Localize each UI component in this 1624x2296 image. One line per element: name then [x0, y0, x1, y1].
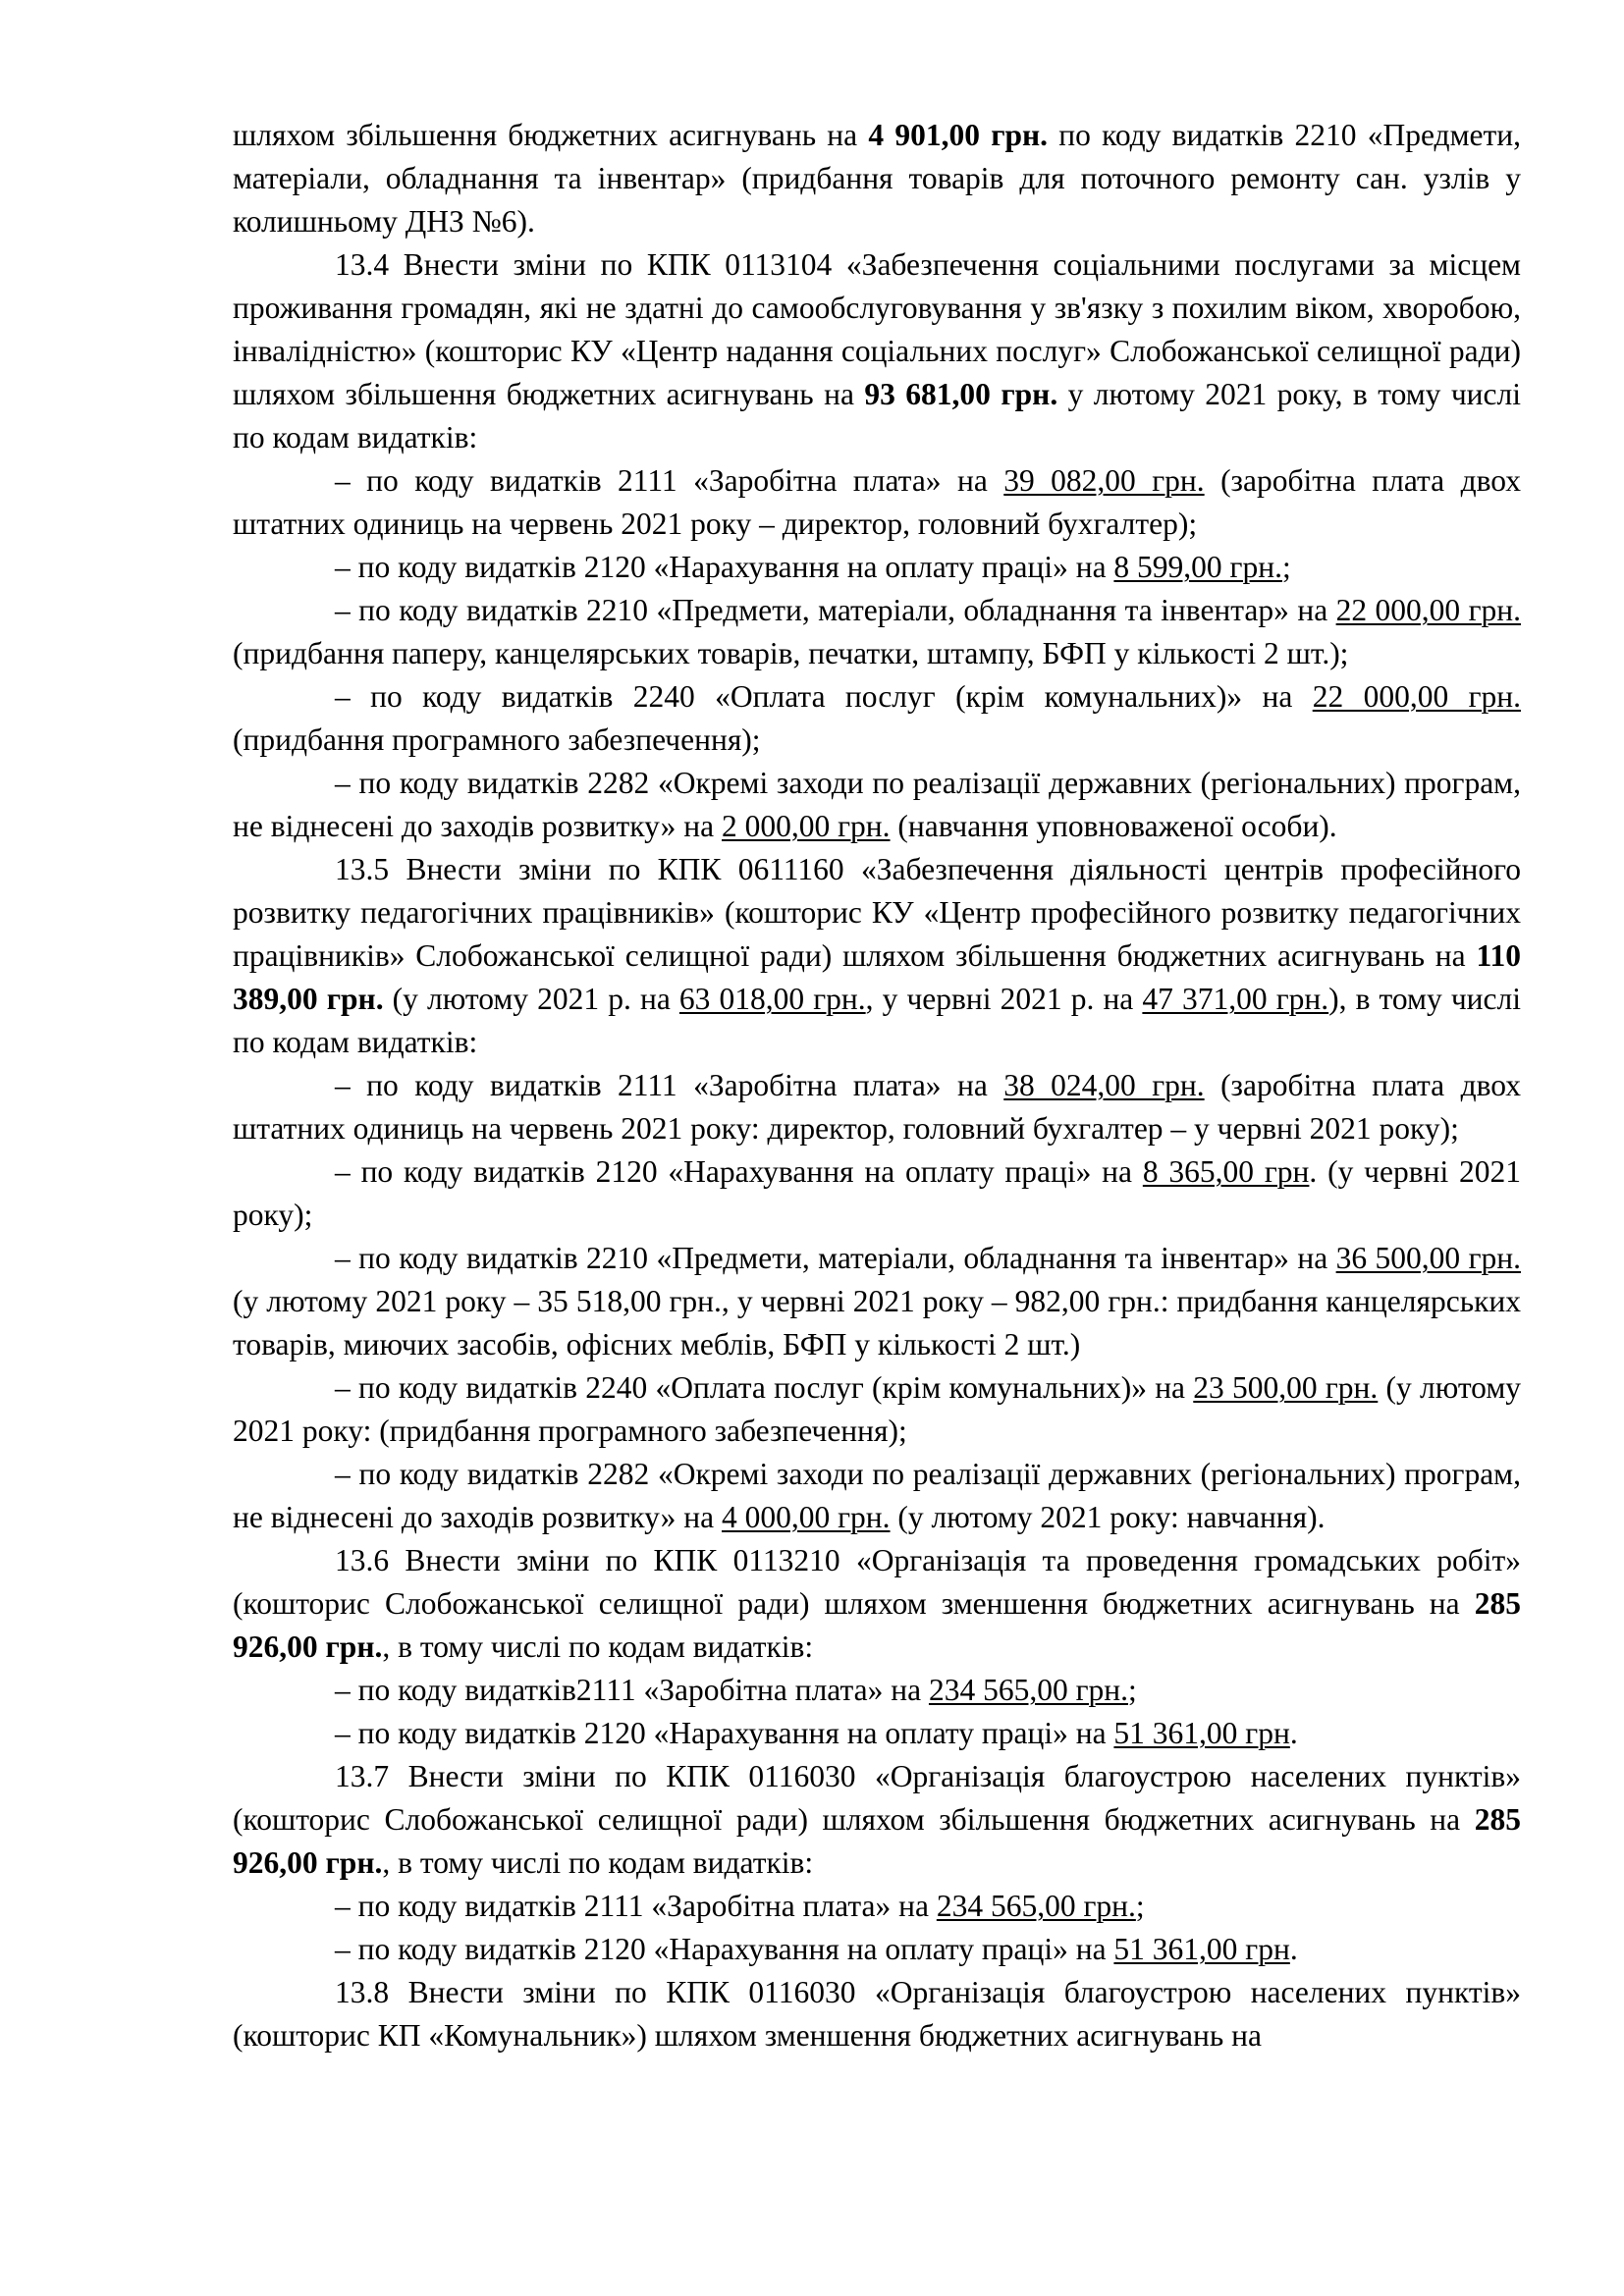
underlined-amount: 8 365,00 грн [1142, 1154, 1310, 1189]
paragraph-p4 [233, 546, 1521, 589]
text-run: – по коду видатків 2282 «Окремі заходи по реалізації державних (регіональних) програм, не віднесені до заходів розвитку» на [233, 1457, 1521, 1534]
text-run: , в тому числі по кодам видатків: [382, 1845, 814, 1880]
text-run: ; [1135, 1889, 1145, 1923]
text-run: – по коду видатків 2210 «Предмети, матеріали, обладнання та інвентар» на [335, 1241, 1336, 1275]
text-run: (заробітна плата двох штатних одиниць на червень 2021 року: директор, головний бухгалтер – у червні 2021 року); [233, 1068, 1521, 1146]
text-run: (придбання програмного забезпечення); [233, 722, 761, 757]
text-run: – по коду видатків 2111 «Заробітна плата» на [335, 1889, 937, 1923]
paragraph-p18 [233, 1885, 1521, 1928]
paragraph-p7 [233, 762, 1521, 848]
paragraph-p20 [233, 1971, 1521, 2057]
paragraph-p13 [233, 1453, 1521, 1539]
text-run: – по коду видатків 2120 «Нарахування на оплату праці» на [335, 550, 1114, 584]
text-run: – по коду видатків 2120 «Нарахування на оплату праці» на [335, 1716, 1114, 1750]
text-run: – по коду видатків 2210 «Предмети, матеріали, обладнання та інвентар» на [335, 593, 1336, 627]
text-run: (у лютому 2021 року: (придбання програмного забезпечення); [233, 1370, 1522, 1448]
underlined-amount: 22 000,00 грн. [1312, 679, 1521, 714]
underlined-amount: 8 599,00 грн. [1113, 550, 1282, 584]
paragraph-p1 [233, 114, 1521, 243]
paragraph-p14 [233, 1539, 1521, 1669]
underlined-amount: 39 082,00 грн. [1003, 463, 1205, 498]
paragraph-p15 [233, 1669, 1521, 1712]
text-run: – по коду видатків2111 «Заробітна плата» на [335, 1673, 929, 1707]
text-run: 13.5 Внести зміни по КПК 0611160 «Забезпечення діяльності центрів професійного розвитку педагогічних працівників» (кошторис КУ «Центр професійного розвитку педагогічних працівників» Слобожанської селищної ради) шляхом збільшення бюджетних асигнувань на [233, 852, 1521, 973]
underlined-amount: 23 500,00 грн. [1193, 1370, 1379, 1405]
text-run: . (у червні 2021 року); [233, 1154, 1522, 1232]
text-run: (заробітна плата двох штатних одиниць на червень 2021 року – директор, головний бухгалтер); [233, 463, 1521, 541]
paragraph-p6 [233, 675, 1521, 762]
text-run: ; [1127, 1673, 1137, 1707]
bold-amount: 285 926,00 грн. [233, 1802, 1521, 1880]
paragraph-p12 [233, 1366, 1521, 1453]
underlined-amount: 63 018,00 грн. [678, 982, 866, 1016]
underlined-amount: 2 000,00 грн. [722, 809, 891, 843]
text-run: (навчання уповноваженої особи). [890, 809, 1337, 843]
text-run: – по коду видатків 2282 «Окремі заходи по реалізації державних (регіональних) програм, не віднесені до заходів розвитку» на [233, 766, 1521, 843]
underlined-amount: 51 361,00 грн [1113, 1932, 1290, 1966]
text-run: 13.4 Внести зміни по КПК 0113104 «Забезпечення соціальними послугами за місцем проживання громадян, які не здатні до самообслуговування у зв'язку з похилим віком, хворобою, інвалідністю» (кошторис КУ «Центр надання соціальних послуг» Слобожанської селищної ради) шляхом збільшення бюджетних асигнувань на [233, 247, 1521, 411]
document-page [233, 114, 1521, 2057]
text-run: – по коду видатків 2120 «Нарахування на оплату праці» на [335, 1154, 1143, 1189]
text-run: – по коду видатків 2111 «Заробітна плата» на [335, 1068, 1004, 1102]
text-run: ; [1281, 550, 1291, 584]
text-run: шляхом збільшення бюджетних асигнувань на [233, 118, 869, 152]
text-run: . [1289, 1932, 1298, 1966]
paragraph-p10 [233, 1150, 1521, 1237]
paragraph-p2 [233, 243, 1521, 459]
paragraph-p16 [233, 1712, 1521, 1755]
paragraph-p17 [233, 1755, 1521, 1885]
underlined-amount: 47 371,00 грн. [1142, 982, 1329, 1016]
text-run: (придбання паперу, канцелярських товарів, печатки, штампу, БФП у кількості 2 шт.); [233, 636, 1349, 670]
text-run: у лютому 2021 року, в тому числі по кодам видатків: [233, 377, 1521, 454]
underlined-amount: 38 024,00 грн. [1003, 1068, 1205, 1102]
text-run: по коду видатків 2210 «Предмети, матеріали, обладнання та інвентар» (придбання товарів для поточного ремонту сан. узлів у колишньому ДНЗ №6). [233, 118, 1521, 239]
underlined-amount: 234 565,00 грн. [928, 1673, 1128, 1707]
text-run: (у лютому 2021 року – 35 518,00 грн., у червні 2021 року – 982,00 грн.: придбання канцелярських товарів, миючих засобів, офісних меблів, БФП у кількості 2 шт.) [233, 1284, 1521, 1362]
underlined-amount: 4 000,00 грн. [722, 1500, 891, 1534]
underlined-amount: 22 000,00 грн. [1335, 593, 1521, 627]
text-run: – по коду видатків 2240 «Оплата послуг (крім комунальних)» на [335, 1370, 1194, 1405]
bold-amount: 93 681,00 грн. [864, 377, 1058, 411]
text-run: , у червні 2021 р. на [865, 982, 1143, 1016]
text-run: – по коду видатків 2111 «Заробітна плата» на [335, 463, 1004, 498]
bold-amount: 285 926,00 грн. [233, 1586, 1521, 1664]
paragraph-p9 [233, 1064, 1521, 1150]
text-run: – по коду видатків 2120 «Нарахування на оплату праці» на [335, 1932, 1114, 1966]
text-run: . [1289, 1716, 1298, 1750]
text-run: – по коду видатків 2240 «Оплата послуг (крім комунальних)» на [335, 679, 1313, 714]
paragraph-p8 [233, 848, 1521, 1064]
text-run: ), в тому числі по кодам видатків: [233, 982, 1521, 1059]
text-run: 13.6 Внести зміни по КПК 0113210 «Організація та проведення громадських робіт» (кошторис Слобожанської селищної ради) шляхом зменшення бюджетних асигнувань на [233, 1543, 1521, 1621]
underlined-amount: 234 565,00 грн. [936, 1889, 1136, 1923]
paragraph-p3 [233, 459, 1521, 546]
paragraph-p11 [233, 1237, 1521, 1366]
bold-amount: 110 389,00 грн. [233, 938, 1521, 1016]
text-run: (у лютому 2021 року: навчання). [890, 1500, 1326, 1534]
bold-amount: 4 901,00 грн. [868, 118, 1049, 152]
text-run: , в тому числі по кодам видатків: [382, 1629, 814, 1664]
paragraph-p5 [233, 589, 1521, 675]
text-run: 13.7 Внести зміни по КПК 0116030 «Організація благоустрою населених пунктів» (кошторис Слобожанської селищної ради) шляхом збільшення бюджетних асигнувань на [233, 1759, 1521, 1837]
underlined-amount: 51 361,00 грн [1113, 1716, 1290, 1750]
paragraph-p19 [233, 1928, 1521, 1971]
underlined-amount: 36 500,00 грн. [1335, 1241, 1521, 1275]
text-run: 13.8 Внести зміни по КПК 0116030 «Організація благоустрою населених пунктів» (кошторис КП «Комунальник») шляхом зменшення бюджетних асигнувань на [233, 1975, 1521, 2053]
text-run: (у лютому 2021 р. на [383, 982, 679, 1016]
